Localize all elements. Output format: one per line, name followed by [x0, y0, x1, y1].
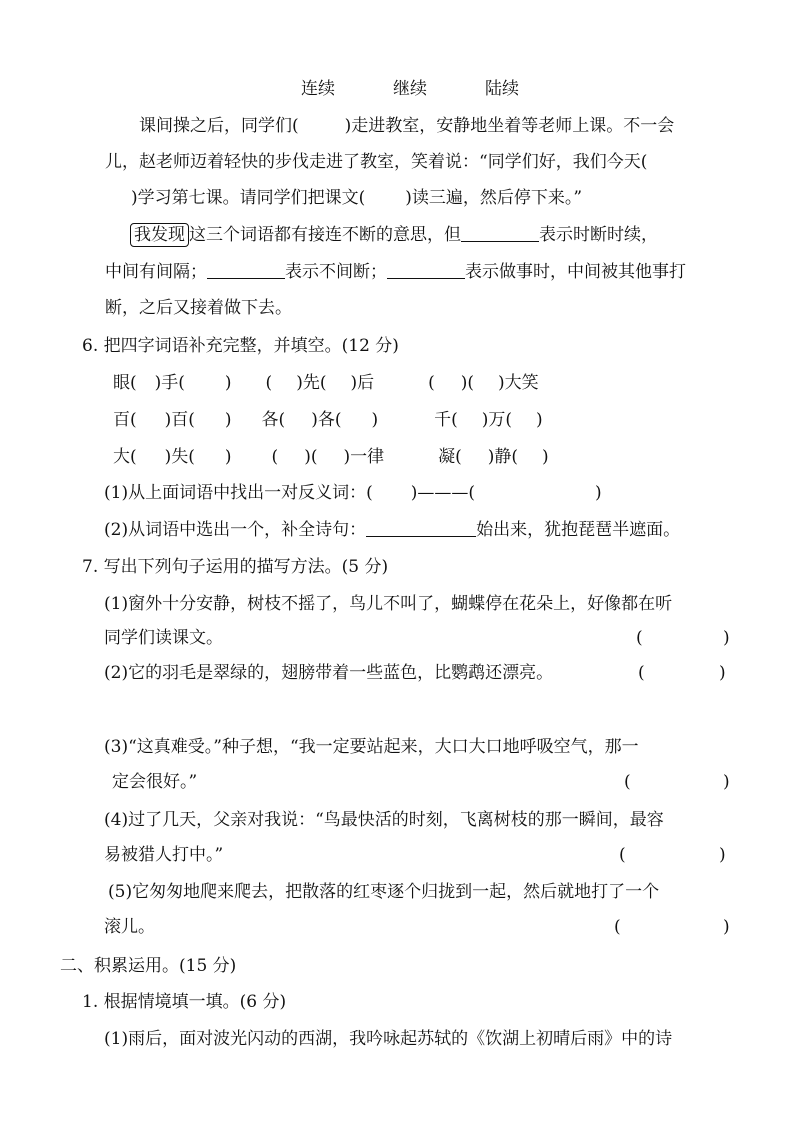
- discovery-line-3: [105, 296, 292, 320]
- q7-title: 7. 写出下列句子运用的描写方法。(5 分): [82, 557, 389, 577]
- q6-sub-1: [104, 481, 602, 505]
- discovery-line-2: [105, 260, 686, 284]
- text-fragment: )(: [304, 447, 318, 467]
- text-fragment: ): [542, 447, 549, 467]
- answer-blank[interactable]: [366, 518, 476, 537]
- text-fragment: )(: [460, 373, 474, 393]
- word-2: 继续: [393, 79, 427, 99]
- passage-text: )读三遍，然后停下来。”: [405, 188, 583, 208]
- passage-text: )走进教室，安静地坐着等老师上课。不一会: [344, 116, 675, 136]
- answer-paren-open[interactable]: (: [638, 663, 645, 683]
- answer-paren-close: ): [723, 917, 730, 937]
- answer-paren-open[interactable]: (: [624, 772, 631, 792]
- discovery-text: 表示时断时续，: [539, 225, 658, 245]
- discovery-text: 表示不间断；: [285, 262, 387, 282]
- passage-text: 儿，赵老师迈着轻快的步伐走进了教室，笑着说：“同学们好，我们今天(: [105, 152, 648, 172]
- text-fragment: 眼(: [113, 373, 137, 393]
- q6-title: 6. 把四字词语补充完整，并填空。(12 分): [82, 336, 399, 356]
- text-fragment: )手(: [154, 373, 185, 393]
- q7-s5-line-2: 滚儿。: [104, 917, 155, 937]
- answer-paren-close: ): [723, 628, 730, 648]
- answer-paren-close: ): [723, 772, 730, 792]
- q7-s4-line-1: (4)过了几天，父亲对我说：“鸟最快活的时刻，飞离树枝的那一瞬间，最容: [104, 810, 664, 830]
- discovery-text: 中间有间隔；: [105, 262, 207, 282]
- passage-text: )学习第七课。请同学们把课文(: [131, 188, 366, 208]
- text-fragment: )各(: [311, 410, 342, 430]
- text-fragment: 千(: [434, 410, 458, 430]
- answer-blank[interactable]: [207, 260, 285, 279]
- answer-paren-open[interactable]: (: [614, 917, 621, 937]
- text-fragment: (: [271, 447, 279, 467]
- q7-s4-line-2: 易被猎人打中。”: [104, 845, 224, 865]
- passage-line-2: [105, 150, 647, 174]
- section-2-q1-sub-1: (1)雨后，面对波光闪动的西湖，我吟咏起苏轼的《饮湖上初晴后雨》中的诗: [104, 1029, 673, 1049]
- text-fragment: 凝(: [438, 447, 462, 467]
- text-fragment: (2)从词语中选出一个，补全诗句：: [104, 520, 367, 540]
- section-2-title: 二、积累运用。(15 分): [60, 956, 237, 976]
- answer-blank[interactable]: [387, 260, 465, 279]
- section-2-q1-title: 1. 根据情境填一填。(6 分): [82, 992, 287, 1012]
- q7-s3-line-2: 定会很好。”: [112, 772, 198, 792]
- passage-text: 课间操之后，同学们(: [139, 116, 299, 136]
- word-3: 陆续: [485, 79, 519, 99]
- q6-row-1: [113, 371, 539, 395]
- text-fragment: )百(: [164, 410, 195, 430]
- q6-row-2: [113, 408, 543, 432]
- text-fragment: ): [536, 410, 543, 430]
- text-fragment: )静(: [487, 447, 518, 467]
- text-fragment: )大笑: [498, 373, 539, 393]
- q7-s5-line-1: (5)它匆匆地爬来爬去，把散落的红枣逐个归拢到一起，然后就地打了一个: [108, 882, 660, 902]
- text-fragment: )失(: [164, 447, 195, 467]
- text-fragment: ): [371, 410, 379, 430]
- text-fragment: (: [265, 373, 273, 393]
- answer-paren-close: ): [719, 663, 726, 683]
- text-fragment: ): [224, 373, 232, 393]
- q7-s1-line-2: 同学们读课文。: [104, 628, 223, 648]
- q7-s2-line-1: (2)它的羽毛是翠绿的，翅膀带着一些蓝色，比鹦鹉还漂亮。: [104, 663, 554, 683]
- text-fragment: 各(: [261, 410, 286, 430]
- text-fragment: ): [224, 447, 232, 467]
- text-fragment: 始出来，犹抱琵琶半遮面。: [476, 520, 681, 540]
- q7-s3-line-1: (3)“这真难受。”种子想，“我一定要站起来，大口大口地呼吸空气，那一: [104, 737, 639, 757]
- answer-blank[interactable]: [461, 223, 539, 242]
- word-list: [301, 77, 519, 101]
- text-fragment: )万(: [481, 410, 512, 430]
- discovery-line-1: [130, 223, 658, 247]
- text-fragment: ): [224, 410, 232, 430]
- text-fragment: ): [594, 483, 602, 503]
- q6-row-3: [113, 445, 549, 469]
- text-fragment: (: [428, 373, 435, 393]
- q7-s1-line-1: (1)窗外十分安静，树枝不摇了，鸟儿不叫了，蝴蝶停在花朵上，好像都在听: [104, 594, 673, 614]
- text-fragment: )一律: [343, 447, 385, 467]
- answer-paren-open[interactable]: (: [636, 628, 643, 648]
- answer-paren-close: ): [719, 845, 726, 865]
- answer-paren-open[interactable]: (: [619, 845, 626, 865]
- text-fragment: )先(: [296, 373, 327, 393]
- text-fragment: (1)从上面词语中找出一对反义词：(: [104, 483, 373, 503]
- discovery-text: 这三个词语都有接连不断的意思，但: [189, 225, 461, 245]
- word-1: 连续: [301, 79, 335, 99]
- text-fragment: 百(: [113, 410, 137, 430]
- discovery-text: 断，之后又接着做下去。: [105, 298, 292, 318]
- passage-line-3: [131, 186, 582, 210]
- passage-line-1: [139, 114, 674, 138]
- text-fragment: )后: [350, 373, 375, 393]
- q6-sub-2: [104, 518, 680, 542]
- text-fragment: 大(: [113, 447, 137, 467]
- discovery-label-box: 我发现: [130, 223, 189, 247]
- text-fragment: )———(: [410, 483, 475, 503]
- discovery-text: 表示做事时，中间被其他事打: [465, 262, 686, 282]
